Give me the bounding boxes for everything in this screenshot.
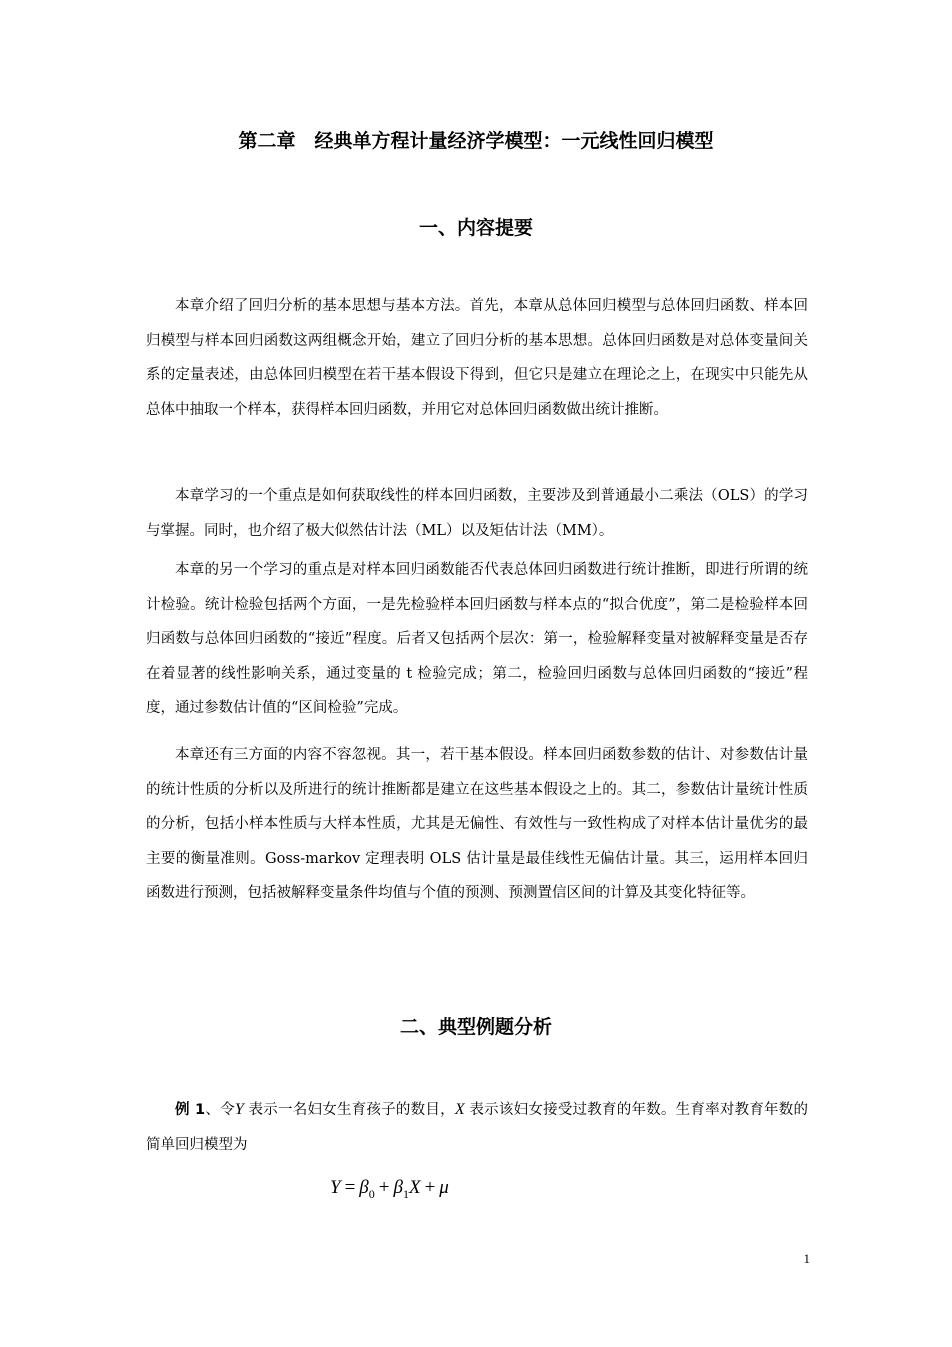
formula-mu: μ (439, 1177, 449, 1198)
formula-plus-1: + (378, 1177, 390, 1198)
formula-beta1: β (393, 1177, 403, 1198)
formula-beta0-sub: 0 (368, 1186, 375, 1201)
example-label: 例 1 (175, 1102, 206, 1118)
paragraph-3: 本章的另一个学习的重点是对样本回归函数能否代表总体回归函数进行统计推断，即进行所谓的统计检验。统计检验包括两个方面，一是先检验样本回归函数与样本点的“拟合优度”，第二是检验样本回归函数与总体回归函数的“接近”程度。后者又包括两个层次：第一，检验解释变量对被解释变量是否存在着显著的线性影响关系，通过变量的 t 检验完成；第二，检验回归函数与总体回归函数的“接近”程度，通过参数估计值的“区间检验”完成。 (146, 562, 808, 716)
example-text-2: 表示该妇女接受过教育的年数。生育率对教育年数的简单回归模型为 (146, 1102, 809, 1153)
page-number: 1 (803, 1251, 810, 1266)
paragraph-4: 本章还有三方面的内容不容忽视。其一，若干基本假设。样本回归函数参数的估计、对参数估计量的统计性质的分析以及所进行的统计推断都是建立在这些基本假设之上的。其二，参数估计量统计性质的分析，包括小样本性质与大样本性质，尤其是无偏性、有效性与一致性构成了对样本估计量优劣的最主要的衡量准则。Goss-markov 定理表明 OLS 估计量是最佳线性无偏估计量。其三，运用样本回归函数进行预测，包括被解释变量条件均值与个值的预测、预测置信区间的计算及其变化特征等。 (146, 747, 808, 901)
chapter-title: 第二章 经典单方程计量经济学模型：一元线性回归模型 (238, 130, 714, 152)
section-title-summary: 一、内容提要 (418, 217, 533, 239)
example-text-1: 表示一名妇女生育孩子的数目， (243, 1102, 455, 1118)
example-sep: 、令 (205, 1102, 235, 1118)
formula-beta1-sub: 1 (402, 1186, 409, 1201)
example-1-paragraph (146, 1093, 808, 1162)
formula-equals: = (344, 1177, 356, 1198)
paragraph-1: 本章介绍了回归分析的基本思想与基本方法。首先，本章从总体回归模型与总体回归函数、样本回归模型与样本回归函数这两组概念开始，建立了回归分析的基本思想。总体回归函数是对总体变量间关系的定量表述，由总体回归模型在若干基本假设下得到，但它只是建立在理论之上，在现实中只能先从总体中抽取一个样本，获得样本回归函数，并用它对总体回归函数做出统计推断。 (146, 298, 808, 418)
section-title-examples: 二、典型例题分析 (399, 1016, 552, 1038)
variable-x: X (454, 1101, 465, 1118)
variable-y: Y (234, 1101, 244, 1118)
paragraph-2: 本章学习的一个重点是如何获取线性的样本回归函数，主要涉及到普通最小二乘法（OLS）的学习与掌握。同时，也介绍了极大似然估计法（ML）以及矩估计法（MM）。 (146, 488, 808, 539)
formula-plus-2: + (424, 1177, 436, 1198)
regression-formula (330, 1174, 449, 1208)
formula-beta0: β (359, 1177, 369, 1198)
formula-lhs: Y (330, 1177, 341, 1198)
formula-x: X (408, 1177, 421, 1198)
